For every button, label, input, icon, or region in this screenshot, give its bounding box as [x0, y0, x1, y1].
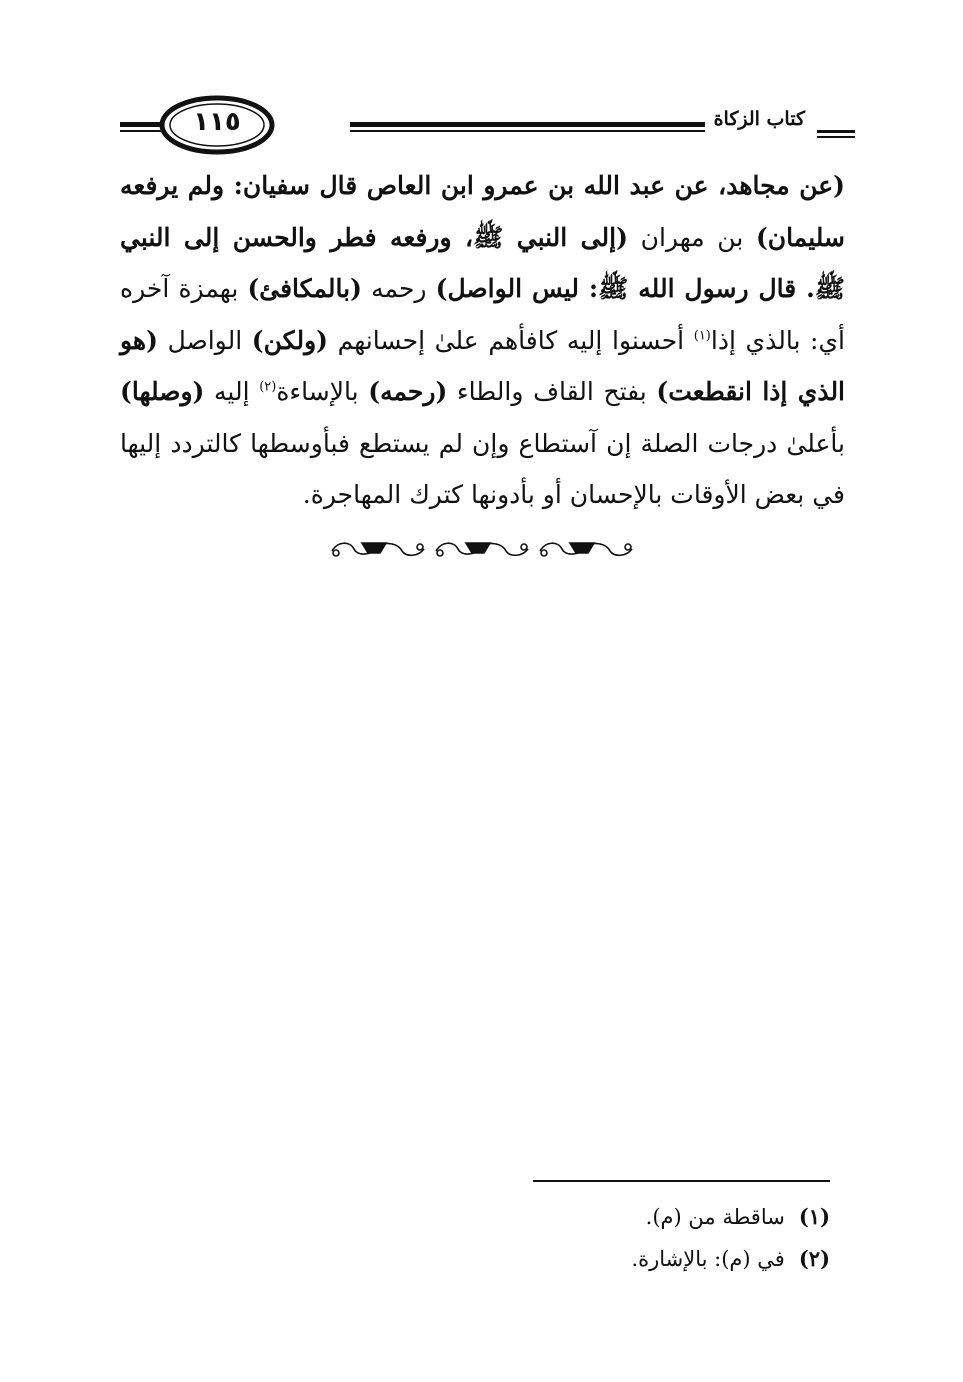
commentary-text: بن مهران — [627, 222, 756, 252]
footnote-ref: (١) — [693, 328, 711, 344]
book-title: كتاب الزكاة — [713, 108, 805, 130]
commentary-text: بالإساءة — [276, 377, 369, 406]
commentary-text: بأعلىٰ درجات الصلة إن آستطاع وإن لم يستطع فبأوسطها كالتردد إليها في بعض الأوقات بالإحسان أو بأدونها كترك المهاجرة. — [120, 428, 845, 509]
footnote-ref: (٢) — [259, 379, 277, 395]
main-text — [120, 160, 845, 521]
commentary-text: إليه — [204, 377, 260, 406]
footnotes — [500, 1196, 830, 1280]
header-rule-tail — [817, 130, 855, 133]
footnote-item — [500, 1196, 830, 1238]
quoted-text: (ولكن) — [251, 325, 328, 355]
page-header — [120, 82, 855, 162]
quoted-text: (هو الذي إذا انقطعت) — [120, 325, 846, 406]
quoted-text: (بالمكافئ) — [247, 274, 362, 303]
quoted-text: (رحمه) — [368, 377, 448, 406]
commentary-text: الواصل — [157, 325, 252, 355]
quoted-text: ، ورفعه فطر والحسن إلى النبي ﷺ. قال رسول الله ﷺ: ليس الواصل) — [120, 222, 845, 303]
header-rule-tail-thin — [817, 136, 855, 138]
footnote-text: ساقطة من (م). — [645, 1205, 785, 1229]
floral-divider-icon — [328, 535, 636, 563]
page-number: ١١٥ — [193, 107, 241, 137]
footnote-item — [500, 1238, 830, 1280]
commentary-text: رحمه — [361, 274, 436, 303]
commentary-text: بهمزة آخره أي: بالذي إذا — [120, 274, 845, 355]
page-number-badge — [158, 94, 276, 156]
quoted-text: (عن مجاهد، عن عبد الله بن عمرو ابن العاص قال سفيان: ولم يرفعه سليمان) — [120, 171, 845, 252]
commentary-text: بفتح القاف والطاء — [447, 377, 657, 406]
footnote-number: (٢) — [798, 1246, 830, 1271]
commentary-text: أحسنوا إليه كافأهم علىٰ إحسانهم — [327, 325, 694, 355]
quoted-text: (وصلها) — [120, 377, 205, 406]
quoted-text: (إلى النبي ﷺ — [473, 222, 628, 252]
footnote-separator — [533, 1180, 830, 1182]
footnote-text: في (م): بالإشارة. — [631, 1247, 785, 1271]
footnote-number: (١) — [798, 1204, 830, 1229]
